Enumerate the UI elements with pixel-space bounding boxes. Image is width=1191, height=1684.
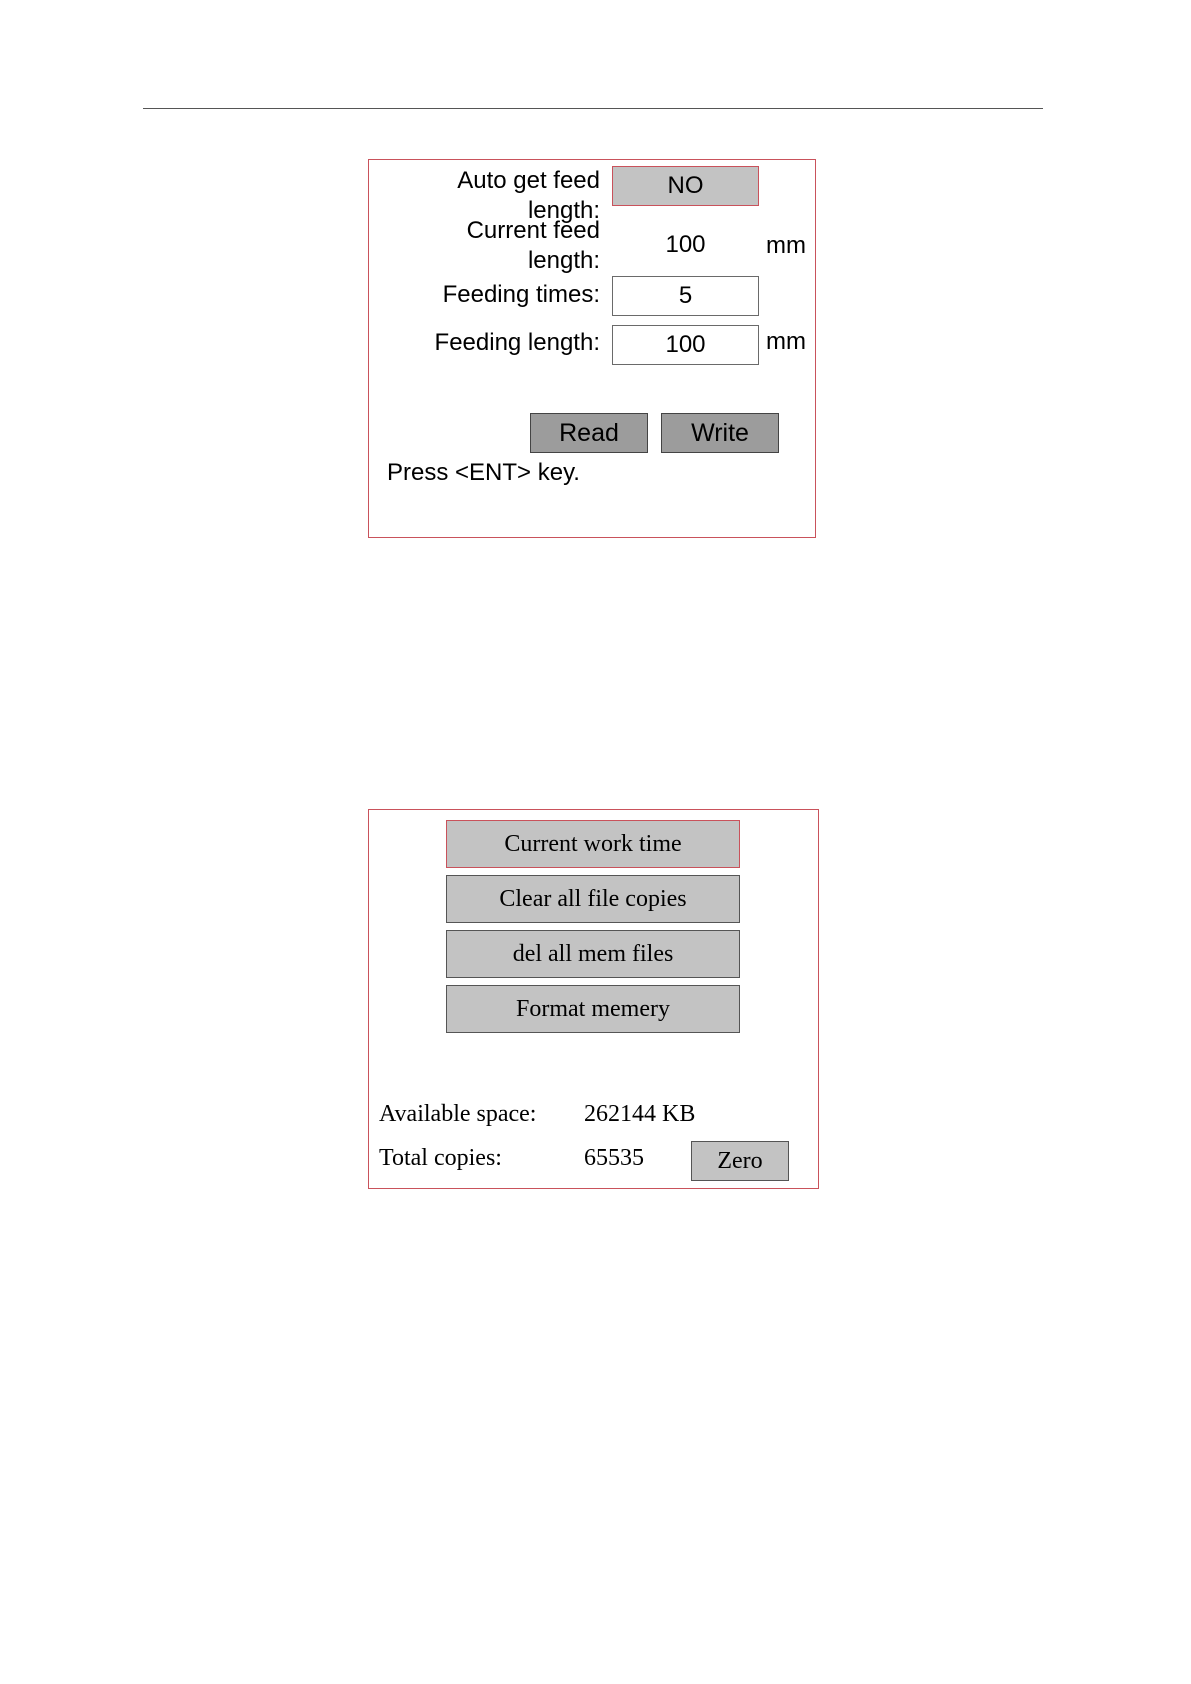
current-feed-unit: mm	[766, 232, 806, 259]
menu-clear-file-copies[interactable]: Clear all file copies	[446, 875, 740, 923]
feeding-length-label: Feeding length:	[434, 329, 600, 356]
feeding-length-field[interactable]: 100	[612, 325, 759, 365]
feed-settings-panel	[368, 159, 816, 538]
current-feed-value: 100	[665, 231, 706, 258]
write-button[interactable]: Write	[661, 413, 779, 453]
menu-del-mem-files[interactable]: del all mem files	[446, 930, 740, 978]
header-rule	[143, 108, 1043, 109]
status-message: Press <ENT> key.	[387, 459, 580, 486]
zero-button[interactable]: Zero	[691, 1141, 789, 1181]
total-copies-value: 65535	[584, 1145, 644, 1171]
current-feed-label: Current feed length:	[466, 217, 600, 274]
feeding-times-label: Feeding times:	[442, 281, 600, 308]
available-space-label: Available space:	[379, 1101, 537, 1127]
memory-panel	[368, 809, 819, 1189]
feeding-length-unit: mm	[766, 328, 806, 355]
menu-format-memory[interactable]: Format memery	[446, 985, 740, 1033]
auto-get-feed-value[interactable]: NO	[612, 166, 759, 206]
read-button[interactable]: Read	[530, 413, 648, 453]
available-space-value: 262144 KB	[584, 1101, 696, 1127]
menu-current-work-time[interactable]: Current work time	[446, 820, 740, 868]
total-copies-label: Total copies:	[379, 1145, 502, 1171]
feeding-times-field[interactable]: 5	[612, 276, 759, 316]
auto-get-feed-label: Auto get feed length:	[457, 167, 600, 224]
